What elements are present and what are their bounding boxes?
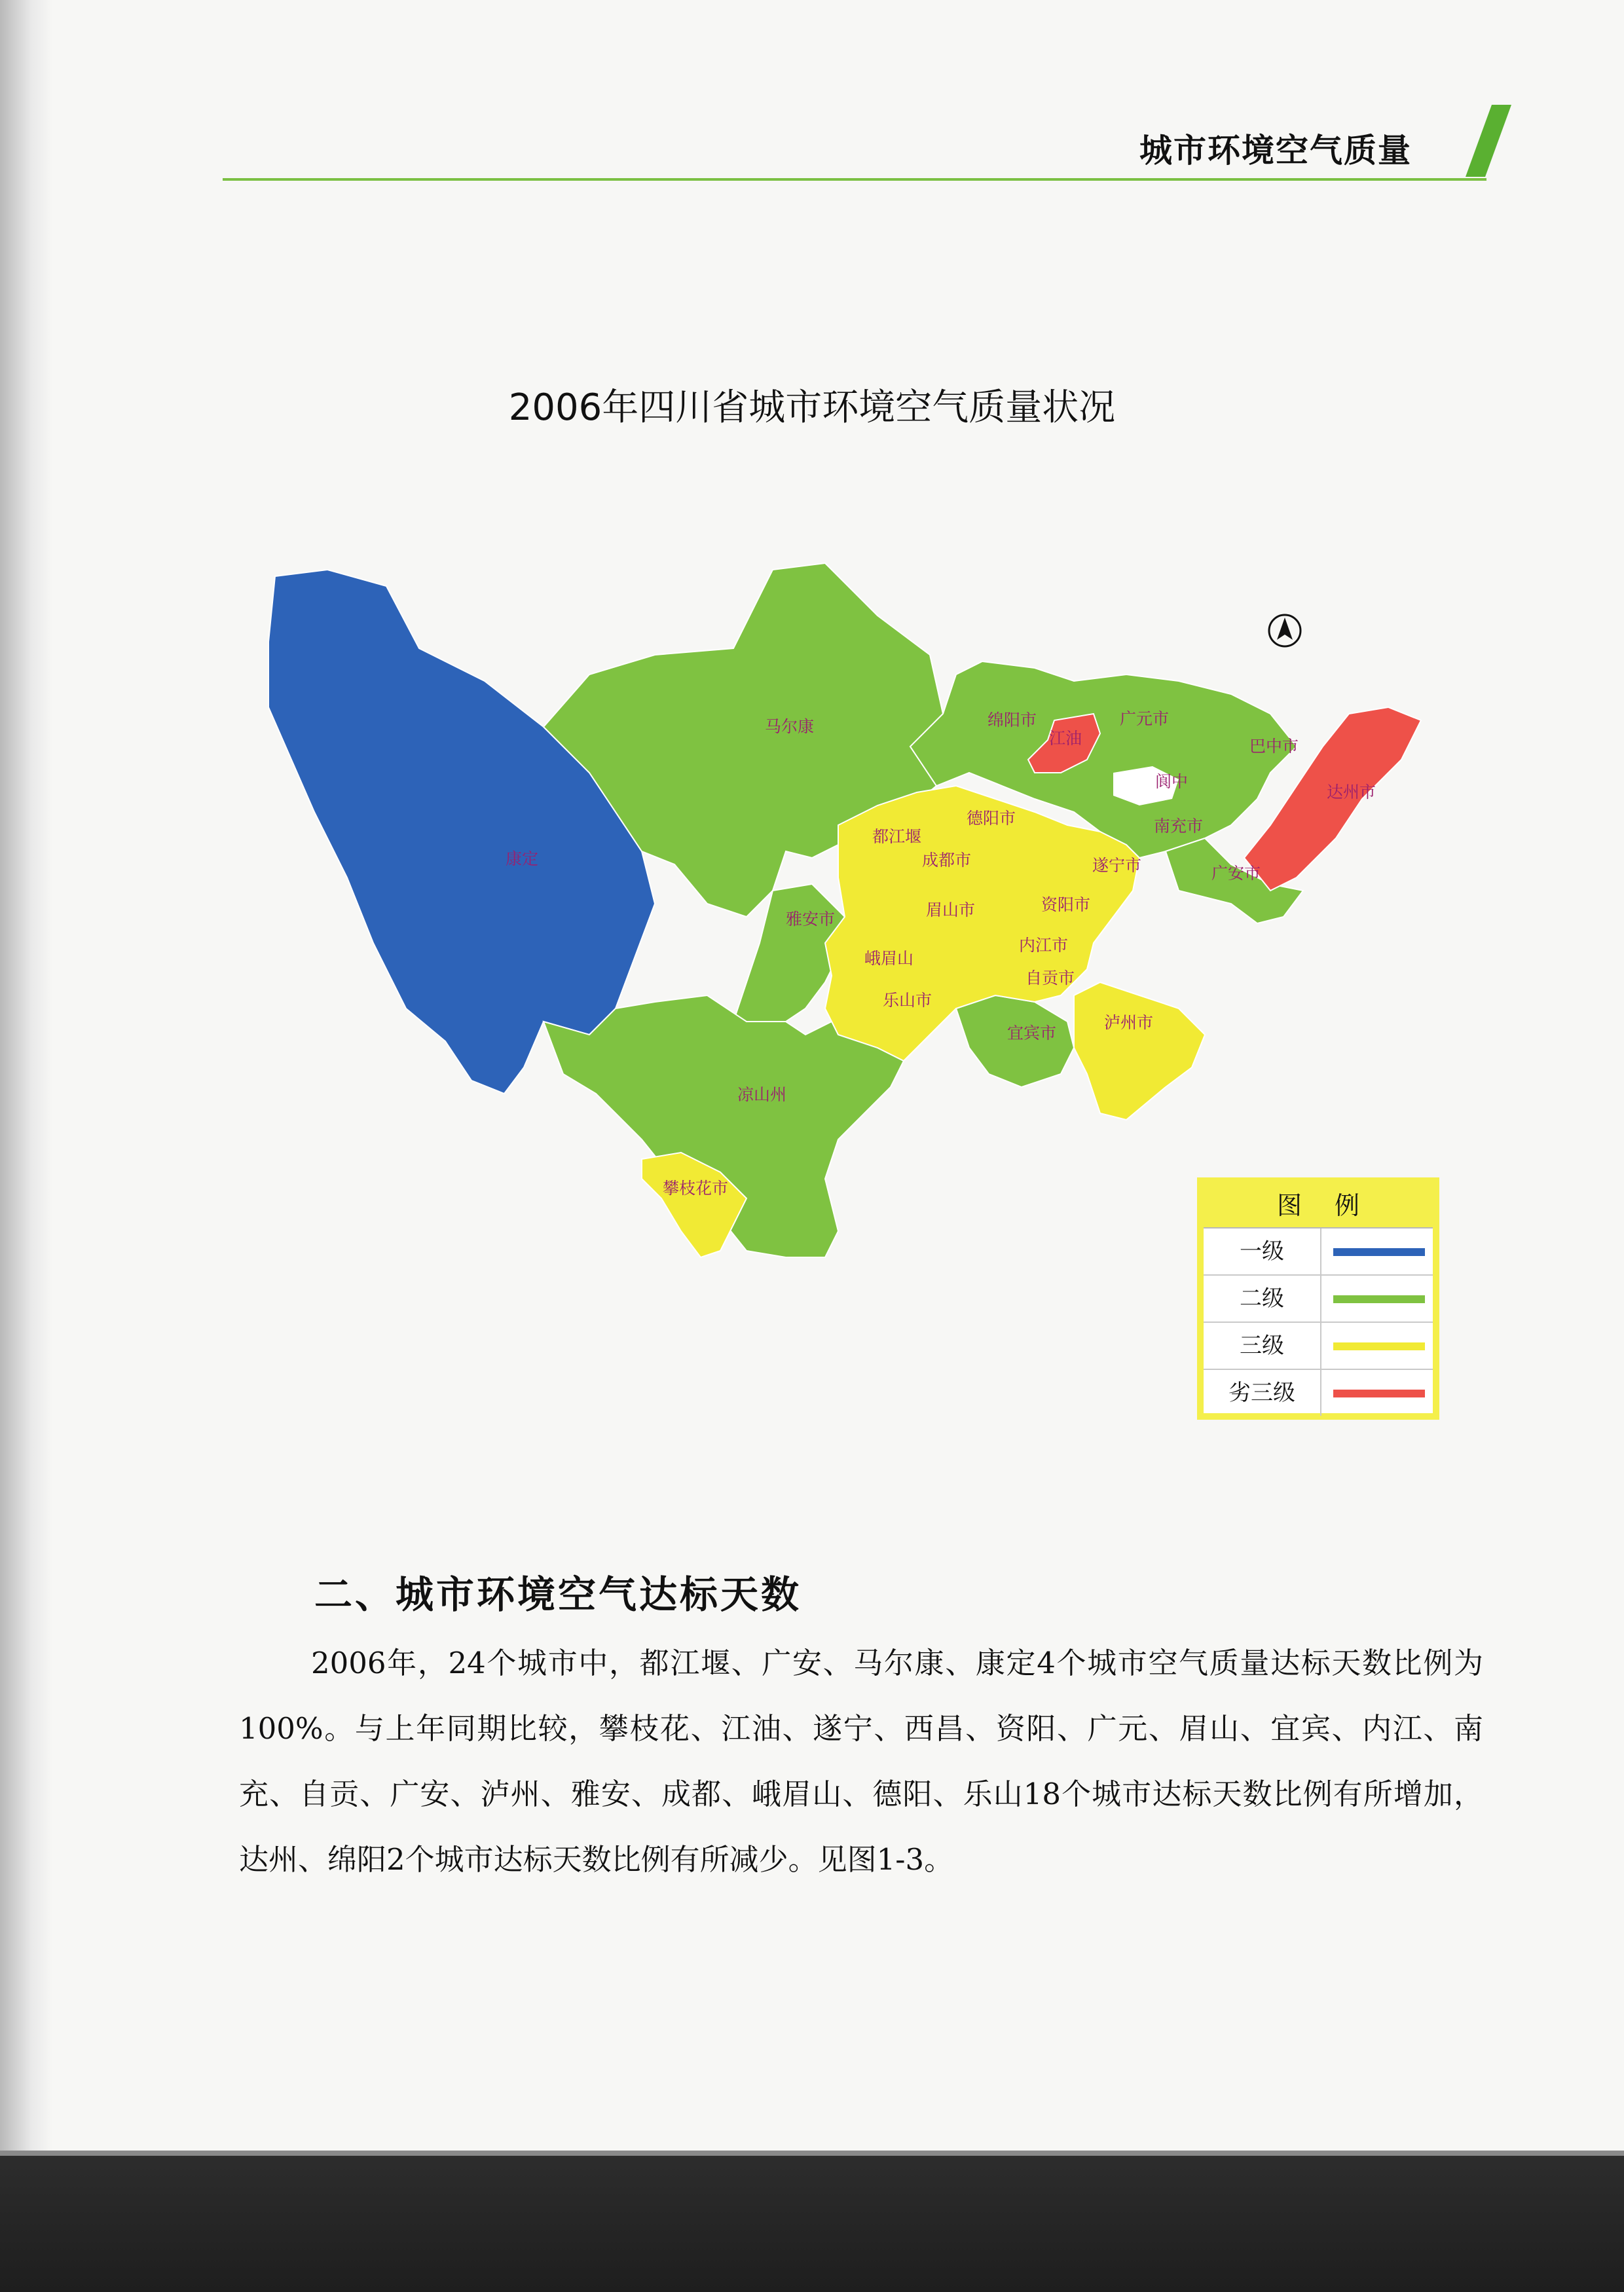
legend-swatch — [1333, 1390, 1425, 1397]
legend-label: 一级 — [1204, 1229, 1321, 1274]
binding-shadow — [0, 0, 52, 2292]
legend-swatch — [1333, 1342, 1425, 1350]
city-label: 江油 — [1049, 729, 1082, 748]
city-label: 内江市 — [1019, 936, 1069, 955]
region-luzhou — [1074, 982, 1205, 1120]
legend-swatch — [1333, 1295, 1425, 1303]
scan-bottom-edge — [0, 2154, 1624, 2292]
legend-label: 三级 — [1204, 1323, 1321, 1369]
legend-row — [1204, 1276, 1433, 1323]
city-label: 雅安市 — [786, 910, 836, 929]
city-label: 广安市 — [1211, 864, 1261, 883]
city-label: 马尔康 — [765, 717, 815, 736]
body-paragraph: 2006年，24个城市中，都江堰、广安、马尔康、康定4个城市空气质量达标天数比例为100%。与上年同期比较，攀枝花、江油、遂宁、西昌、资阳、广元、眉山、宜宾、内江、南充、自贡、广安、泸州、雅安、成都、峨眉山、德阳、乐山18个城市达标天数比例有所增加，达州、绵阳2个城市达标天数比例有所减少。见图1-3。 — [239, 1646, 1483, 1877]
header-slash-mark — [1466, 105, 1511, 177]
running-header-title: 城市环境空气质量 — [1139, 132, 1412, 170]
city-label: 凉山州 — [737, 1085, 787, 1104]
city-label: 自贡市 — [1025, 969, 1075, 988]
sichuan-air-quality-map — [249, 550, 1454, 1270]
legend-row — [1204, 1229, 1433, 1276]
header-rule — [223, 178, 1486, 181]
city-label: 南充市 — [1154, 817, 1204, 836]
city-label: 都江堰 — [872, 827, 922, 846]
city-label: 成都市 — [922, 851, 972, 870]
map-title: 2006年四川省城市环境空气质量状况 — [508, 386, 1116, 429]
city-label: 眉山市 — [926, 900, 976, 919]
city-label: 峨眉山 — [864, 949, 914, 968]
region-kangding — [268, 570, 655, 1094]
city-label: 德阳市 — [967, 809, 1016, 828]
city-label: 宜宾市 — [1007, 1024, 1057, 1043]
legend-row — [1204, 1370, 1433, 1416]
map-legend — [1197, 1177, 1439, 1420]
city-label: 遂宁市 — [1092, 856, 1142, 875]
city-label: 阆中 — [1155, 772, 1189, 791]
city-label: 巴中市 — [1249, 737, 1299, 756]
legend-row — [1204, 1323, 1433, 1370]
city-label: 康定 — [506, 849, 539, 868]
section-heading: 二、城市环境空气达标天数 — [314, 1572, 802, 1617]
legend-title: 图例 — [1204, 1184, 1433, 1229]
legend-label: 劣三级 — [1204, 1370, 1321, 1416]
city-label: 广元市 — [1120, 709, 1170, 728]
city-label: 攀枝花市 — [663, 1179, 729, 1198]
legend-swatch — [1333, 1248, 1425, 1256]
legend-label: 二级 — [1204, 1276, 1321, 1322]
city-label: 乐山市 — [883, 991, 932, 1010]
city-label: 绵阳市 — [987, 711, 1037, 730]
city-label: 资阳市 — [1041, 895, 1091, 914]
city-label: 泸州市 — [1104, 1013, 1154, 1032]
city-label: 达州市 — [1327, 783, 1376, 802]
